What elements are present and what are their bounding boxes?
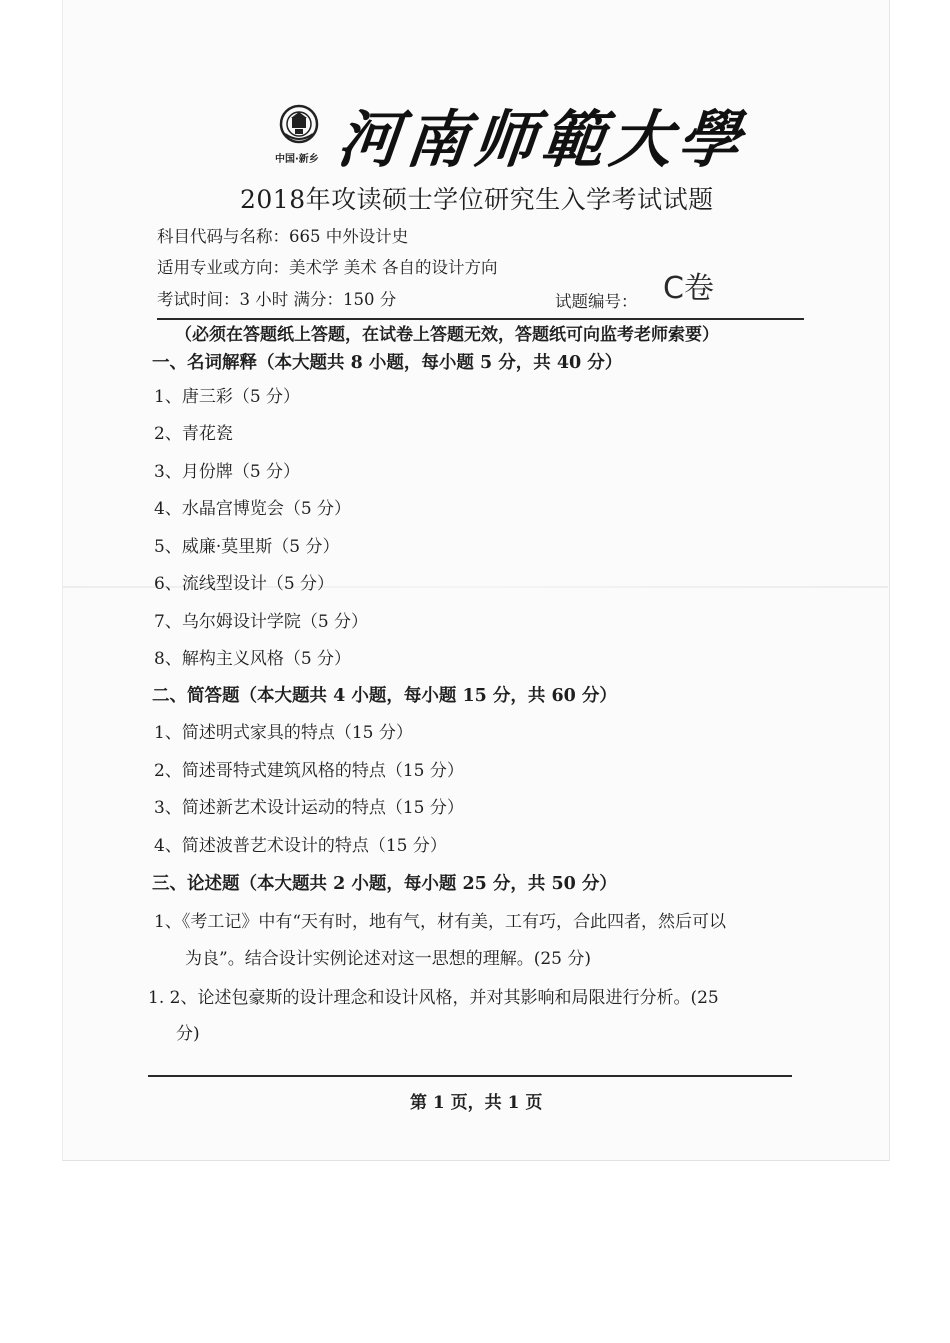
section-title: 二、简答题（本大题共 4 小题，每小题 15 分，共 60 分）: [152, 686, 617, 706]
time-score-line: 考试时间：3 小时 满分：150 分: [157, 290, 397, 309]
answer-notice: （必须在答题纸上答题，在试卷上答题无效，答题纸可向监考老师索要）: [175, 325, 719, 345]
page-number: 第 1 页，共 1 页: [410, 1093, 543, 1113]
question-item: 1、简述明式家具的特点（15 分）: [154, 723, 413, 743]
emblem-caption: 中国·新乡: [275, 154, 319, 165]
question-item: 6、流线型设计（5 分）: [154, 574, 335, 594]
question-item-continued: 分): [176, 1024, 200, 1044]
question-item: 4、简述波普艺术设计的特点（15 分）: [154, 836, 447, 856]
question-item: 2、简述哥特式建筑风格的特点（15 分）: [154, 761, 464, 781]
question-item: 5、威廉·莫里斯（5 分）: [154, 537, 340, 557]
question-item: 2、青花瓷: [154, 424, 233, 444]
section-title: 一、名词解释（本大题共 8 小题，每小题 5 分，共 40 分）: [152, 353, 623, 373]
paper-number-label: 试题编号：: [555, 292, 638, 311]
footer-divider: [148, 1075, 792, 1077]
question-item: 1. 2、论述包豪斯的设计理念和设计风格，并对其影响和局限进行分析。(25: [148, 988, 719, 1008]
question-item: 1、《考工记》中有“天有时，地有气，材有美，工有巧，合此四者，然后可以: [154, 912, 727, 932]
major-line: 适用专业或方向：美术学 美术 各自的设计方向: [157, 258, 498, 277]
university-name-calligraphy: 河南师範大學: [334, 103, 750, 176]
paper-number-handwritten: C卷: [663, 271, 714, 306]
subject-line: 科目代码与名称：665 中外设计史: [157, 227, 409, 246]
question-item: 4、水晶宫博览会（5 分）: [154, 499, 352, 519]
question-item: 1、唐三彩（5 分）: [154, 387, 301, 407]
question-item: 7、乌尔姆设计学院（5 分）: [154, 612, 369, 632]
question-item-continued: 为良”。结合设计实例论述对这一思想的理解。(25 分): [185, 949, 591, 969]
university-emblem-icon: [279, 104, 319, 144]
header-divider: [157, 318, 804, 320]
exam-title: 2018年攻读硕士学位研究生入学考试试题: [240, 185, 714, 214]
question-item: 3、月份牌（5 分）: [154, 462, 301, 482]
question-item: 8、解构主义风格（5 分）: [154, 649, 352, 669]
section-title: 三、论述题（本大题共 2 小题，每小题 25 分，共 50 分）: [152, 874, 617, 894]
question-item: 3、简述新艺术设计运动的特点（15 分）: [154, 798, 464, 818]
